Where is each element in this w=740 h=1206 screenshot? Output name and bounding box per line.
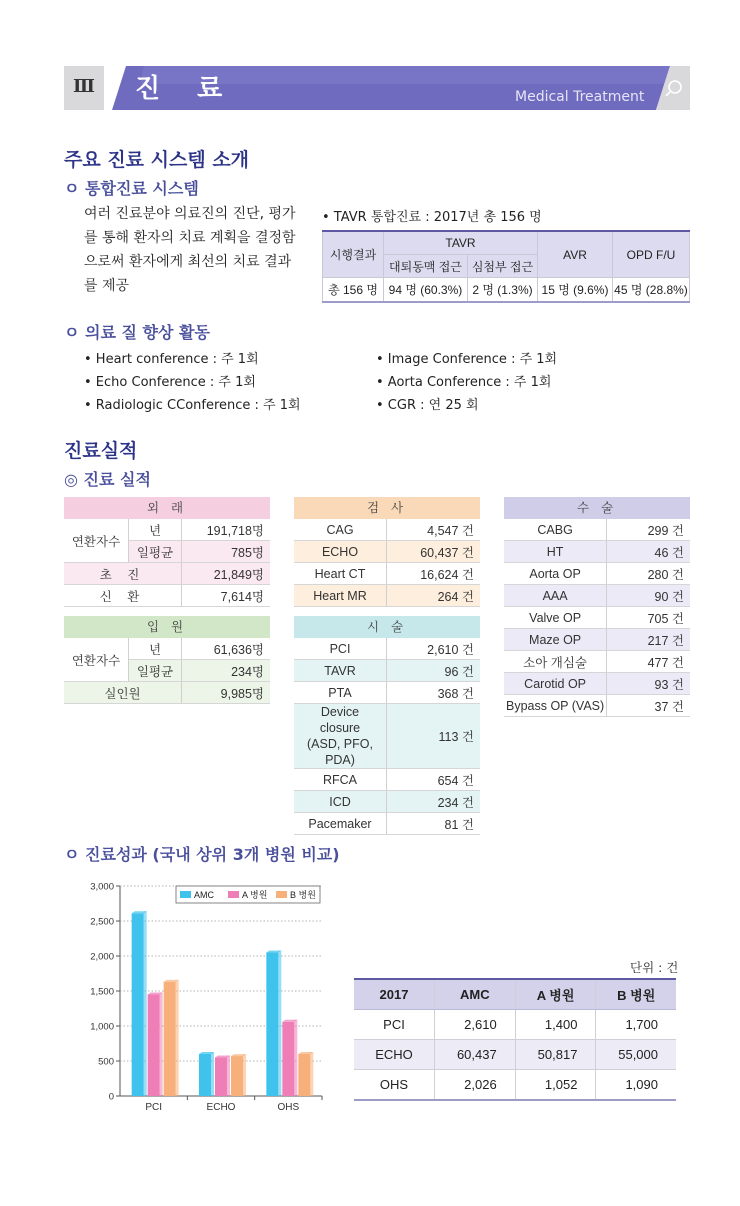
outpatient-head: 외 래 <box>64 497 270 519</box>
bar-body <box>215 1058 227 1097</box>
inpatient-table: 연환자수 년 61,636명 일평균 234명 실인원 9,985명 <box>64 638 270 704</box>
bar-side <box>144 911 147 1096</box>
legend-label: A 병원 <box>242 890 268 900</box>
surgery-head: 수 술 <box>504 497 690 519</box>
bar-side <box>160 993 163 1097</box>
bar-side <box>294 1020 297 1096</box>
inpatient-head: 입 원 <box>64 616 270 638</box>
procedure-head: 시 술 <box>294 616 480 638</box>
y-tick-label: 500 <box>98 1056 114 1068</box>
bar-body <box>148 995 160 1097</box>
bar-body <box>266 953 278 1097</box>
bar-side <box>176 980 179 1096</box>
procedure-table: PCI 2,610 건 TAVR 96 건 PTA 368 건 Device closure (ASD, PFO, PDA) 113 건 RFCA 654 건 ICD 234 건 Pacemaker 81 건 <box>294 638 480 835</box>
section-title-performance: 진료실적 <box>64 440 138 462</box>
x-tick-label: OHS <box>277 1102 300 1113</box>
bar-side <box>278 951 281 1097</box>
y-tick-label: 1,500 <box>90 986 114 998</box>
tavr-note: • TAVR 통합진료 : 2017년 총 156 명 <box>322 210 542 225</box>
outpatient-table: 연환자수 년 191,718명 일평균 785명 초 진 21,849명 신 환 7,614명 <box>64 519 270 607</box>
page-title: 진 료 <box>135 74 237 104</box>
legend-swatch <box>276 891 287 898</box>
y-tick-label: 2,000 <box>90 951 114 963</box>
y-tick-label: 2,500 <box>90 916 114 928</box>
subheading-comparison: ㅇ 진료성과 (국내 상위 3개 병원 비교) <box>64 845 340 864</box>
comparison-bar-chart <box>60 870 340 1120</box>
bar-body <box>164 982 176 1096</box>
subheading-integrated: ㅇ 통합진료 시스템 <box>64 179 199 198</box>
bar-body <box>199 1054 211 1096</box>
bar-body <box>282 1022 294 1096</box>
bar-side <box>211 1052 214 1096</box>
exam-head: 검 사 <box>294 497 480 519</box>
bar <box>132 911 147 1096</box>
page-subtitle: Medical Treatment <box>515 89 645 105</box>
bar <box>215 1056 230 1097</box>
legend-label: AMC <box>194 890 214 900</box>
y-tick-label: 3,000 <box>90 881 114 893</box>
y-tick-label: 0 <box>108 1091 114 1103</box>
surgery-table: CABG 299 건 HT 46 건 Aorta OP 280 건 AAA 90 건 Valve OP 705 건 Maze OP 217 건 소아 개심술 477 건 Carotid OP 93 건 Bypass OP (VAS) 37 건 <box>504 519 690 717</box>
comparison-table: 2017 AMC A 병원 B 병원 PCI 2,610 1,400 1,700 ECHO 60,437 50,817 55,000 OHS 2,026 1,052 1,090 <box>354 978 676 1101</box>
chapter-number: Ⅲ <box>64 66 104 110</box>
x-tick-label: ECHO <box>206 1102 236 1113</box>
bar <box>231 1054 246 1096</box>
x-tick-label: PCI <box>145 1102 163 1113</box>
tavr-table: 시행결과 TAVR AVR OPD F/U 대퇴동맥 접근 심첨부 접근 총 156 명 94 명 (60.3%) 2 명 (1.3%) 15 명 (9.6%) 45 명 (28.8%) <box>322 230 690 303</box>
bar-body <box>298 1054 310 1096</box>
subheading-performance: ◎ 진료 실적 <box>64 470 151 489</box>
legend-swatch <box>180 891 191 898</box>
legend-swatch <box>228 891 239 898</box>
y-tick-label: 1,000 <box>90 1021 114 1033</box>
bar-body <box>231 1056 243 1096</box>
subheading-quality: ㅇ 의료 질 향상 활동 <box>64 323 210 342</box>
quality-bullets-left: • Heart conference : 주 1회 • Echo Conference : 주 1회 • Radiologic CConference : 주 1회 <box>84 352 301 413</box>
bar-side <box>243 1054 246 1096</box>
bar-side <box>310 1052 313 1096</box>
bar-body <box>132 913 144 1096</box>
section-title-systems: 주요 진료 시스템 소개 <box>64 149 250 171</box>
exam-table: CAG 4,547 건 ECHO 60,437 건 Heart CT 16,624 건 Heart MR 264 건 <box>294 519 480 607</box>
unit-label: 단위 : 건 <box>630 960 679 975</box>
bar <box>164 980 179 1096</box>
bar <box>148 993 163 1097</box>
integrated-description: 여러 진료분야 의료진의 진단, 평가 를 통해 환자의 치료 계획을 결정함 으로써 환자에게 최선의 치료 결과 를 제공 <box>84 206 296 294</box>
bar <box>282 1020 297 1096</box>
quality-bullets-right: • Image Conference : 주 1회 • Aorta Conference : 주 1회 • CGR : 연 25 회 <box>376 352 558 413</box>
bar <box>199 1052 214 1096</box>
legend-label: B 병원 <box>290 890 316 900</box>
bar <box>266 951 281 1097</box>
bar-side <box>227 1056 230 1097</box>
bar <box>298 1052 313 1096</box>
